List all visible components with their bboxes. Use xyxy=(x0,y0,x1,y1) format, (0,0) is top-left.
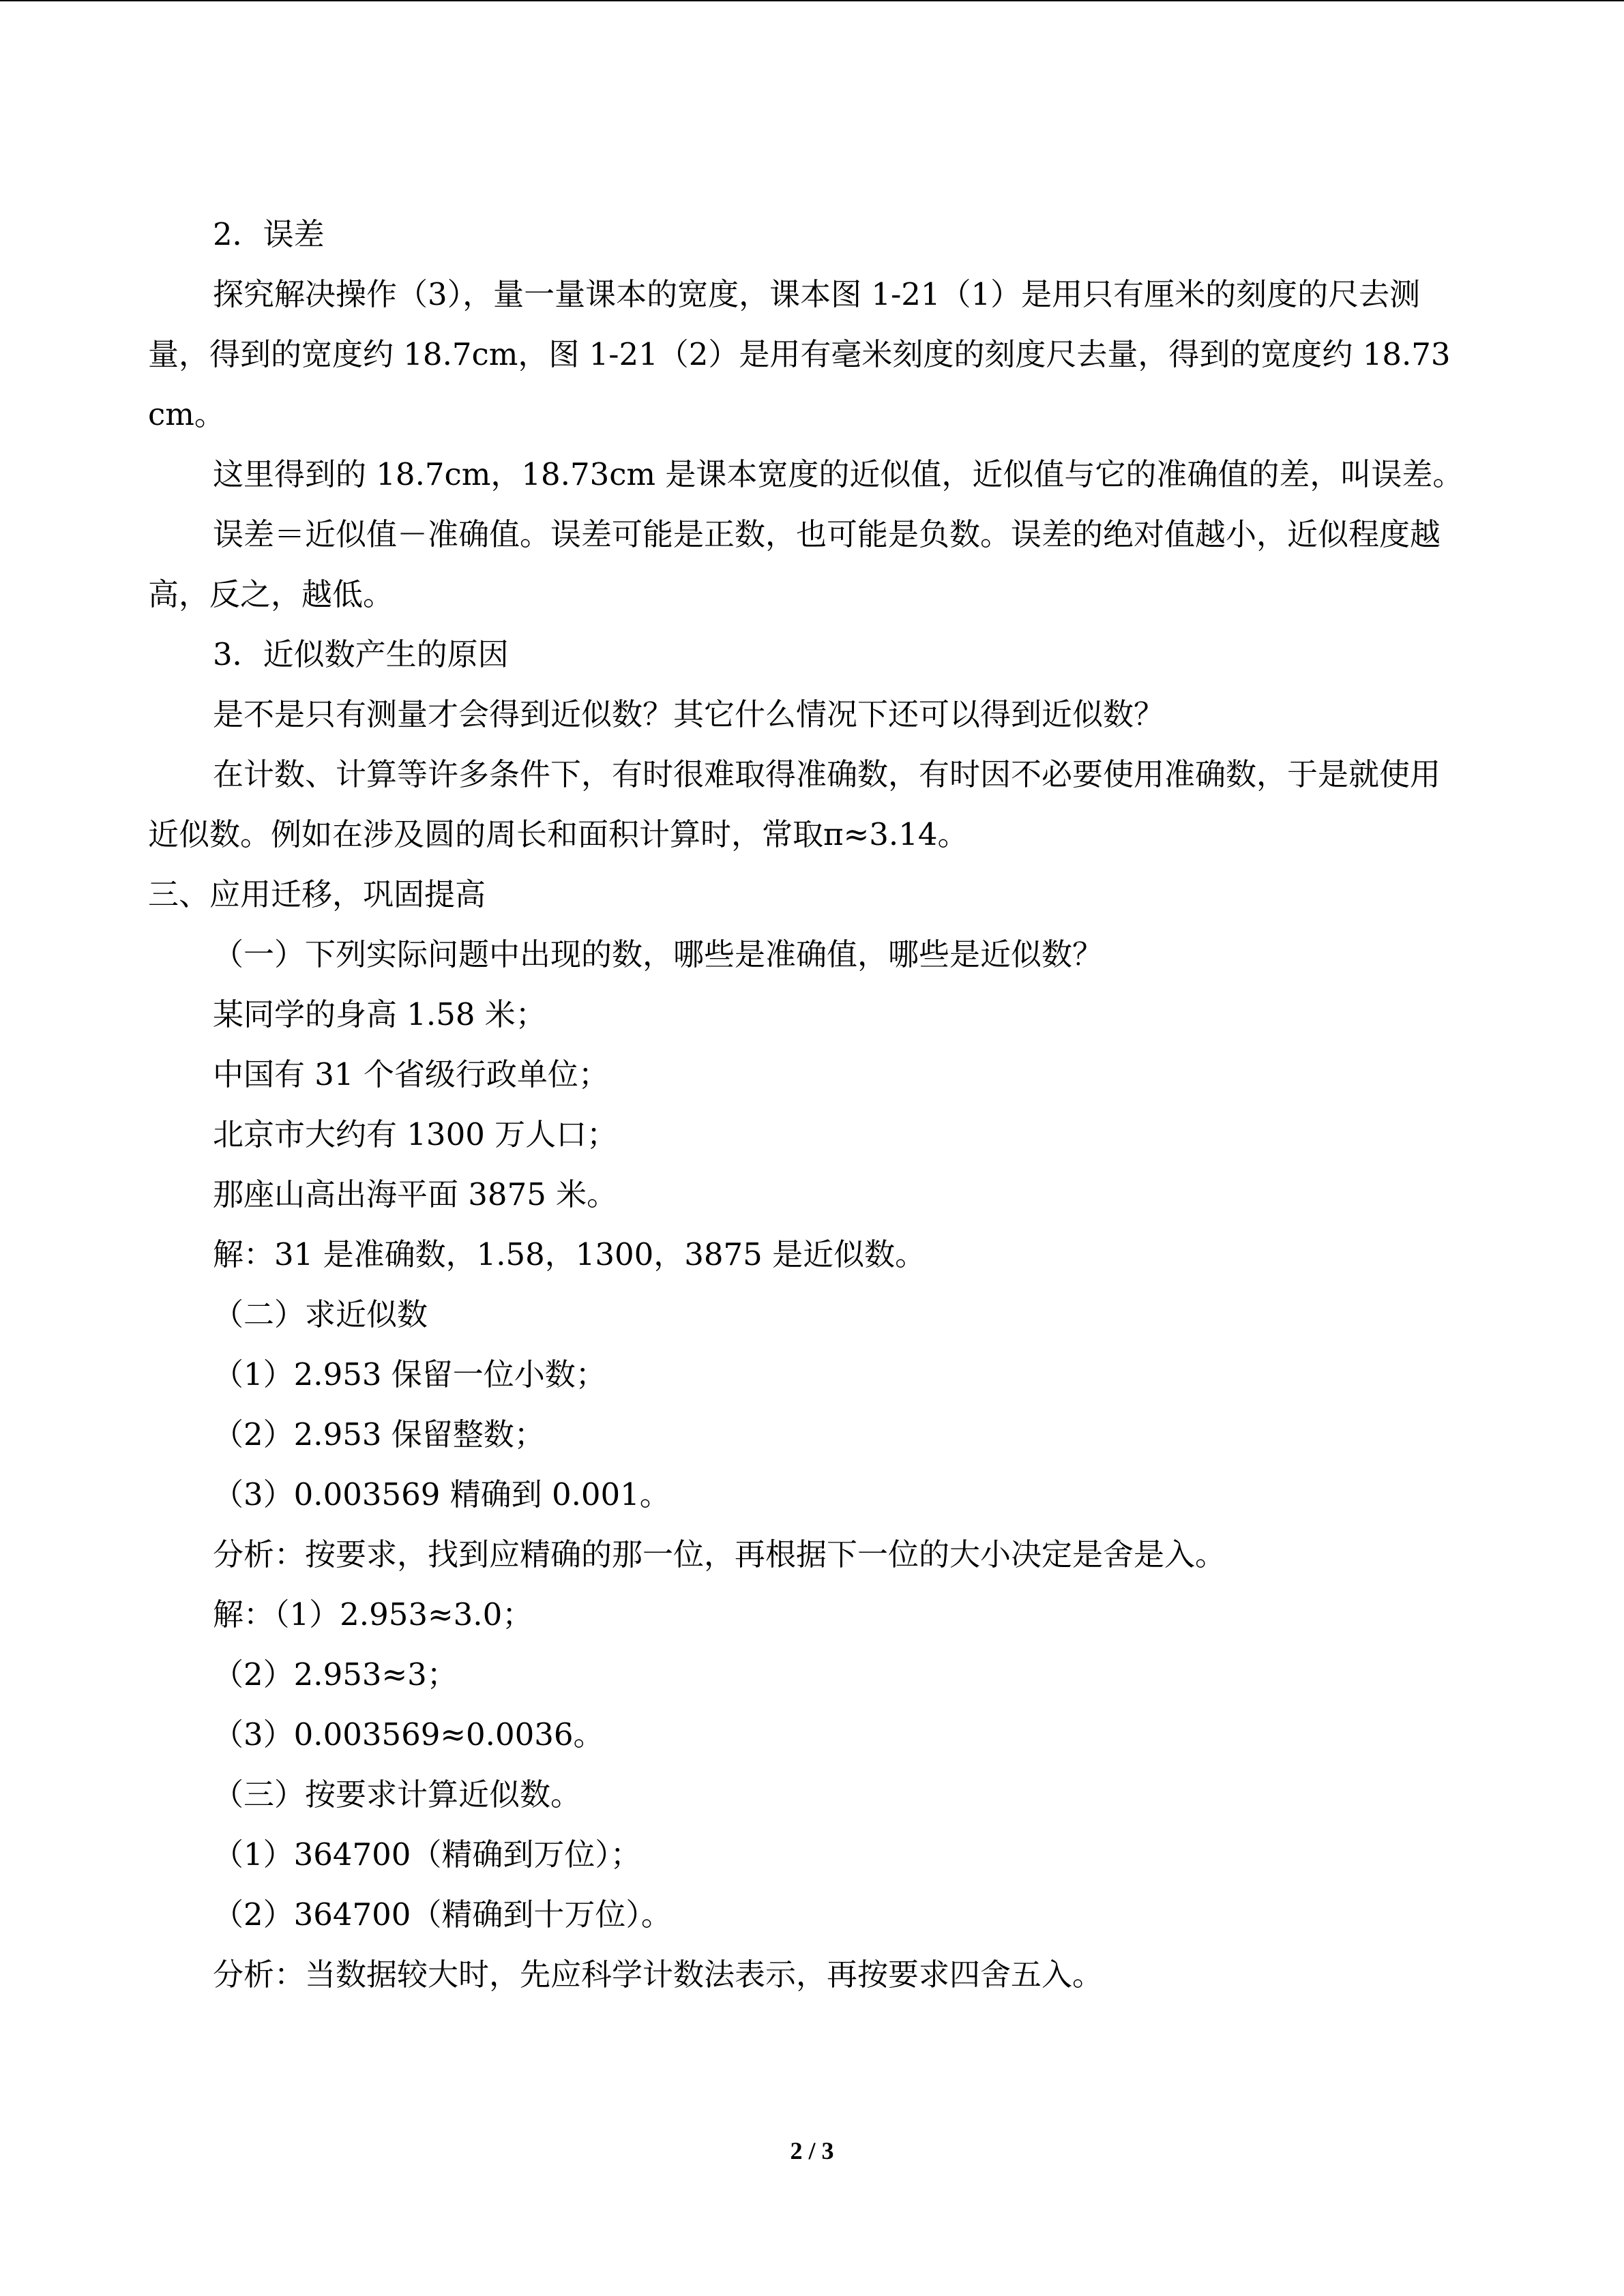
exercise-2-analysis: 分析：按要求，找到应精确的那一位，再根据下一位的大小决定是舍是入。 xyxy=(213,1536,1226,1572)
paragraph-approximate-values: 这里得到的 18.7cm，18.73cm 是课本宽度的近似值，近似值与它的准确值的差，叫误差。 xyxy=(213,456,1464,492)
paragraph-explore: 探究解决操作（3），量一量课本的宽度，课本图 1-21（1）是用只有厘米的刻度的尺去测量，得到的宽度约 18.7cm，图 1-21（2）是用有毫米刻度的刻度尺去量，得到的宽度约 18.73cm。 xyxy=(148,276,1451,432)
exercise-1-item: 中国有 31 个省级行政单位； xyxy=(213,1056,609,1092)
exercise-3-item: （1）364700（精确到万位）； xyxy=(213,1836,641,1873)
exercise-2-answer: （2）2.953≈3； xyxy=(213,1656,458,1693)
part-3-heading: 三、应用迁移，巩固提高 xyxy=(148,876,486,912)
exercise-1-title: （一）下列实际问题中出现的数，哪些是准确值，哪些是近似数？ xyxy=(213,936,1104,972)
paragraph-counting: 在计数、计算等许多条件下，有时很难取得准确数，有时因不必要使用准确数，于是就使用近似数。例如在涉及圆的周长和面积计算时，常取π≈3.14。 xyxy=(148,756,1441,852)
exercise-1-item: 那座山高出海平面 3875 米。 xyxy=(213,1176,618,1212)
exercise-3-item: （2）364700（精确到十万位）。 xyxy=(213,1896,672,1933)
exercise-1-answer: 解：31 是准确数，1.58，1300，3875 是近似数。 xyxy=(213,1236,926,1272)
exercise-1-item: 北京市大约有 1300 万人口； xyxy=(213,1116,618,1152)
exercise-2-answer: （3）0.003569≈0.0036。 xyxy=(213,1716,604,1753)
exercise-2-item: （2）2.953 保留整数； xyxy=(213,1416,545,1452)
paragraph-error-definition: 误差＝近似值－准确值。误差可能是正数，也可能是负数。误差的绝对值越小，近似程度越高，反之，越低。 xyxy=(148,516,1441,612)
exercise-3-analysis: 分析：当数据较大时，先应科学计数法表示，再按要求四舍五入。 xyxy=(213,1956,1104,1993)
section-3-heading: 3．近似数产生的原因 xyxy=(213,636,509,672)
exercise-2-item: （3）0.003569 精确到 0.001。 xyxy=(213,1476,670,1512)
document-body xyxy=(148,205,1464,2005)
paragraph-question: 是不是只有测量才会得到近似数？其它什么情况下还可以得到近似数？ xyxy=(213,696,1165,732)
exercise-2-answer: 解：（1）2.953≈3.0； xyxy=(213,1596,533,1632)
exercise-1-item: 某同学的身高 1.58 米； xyxy=(213,996,546,1032)
exercise-2-title: （二）求近似数 xyxy=(213,1296,428,1332)
section-2-heading: 2．误差 xyxy=(213,216,325,252)
exercise-3-title: （三）按要求计算近似数。 xyxy=(213,1776,582,1813)
exercise-2-item: （1）2.953 保留一位小数； xyxy=(213,1356,606,1392)
page-number: 2 / 3 xyxy=(790,2137,834,2164)
